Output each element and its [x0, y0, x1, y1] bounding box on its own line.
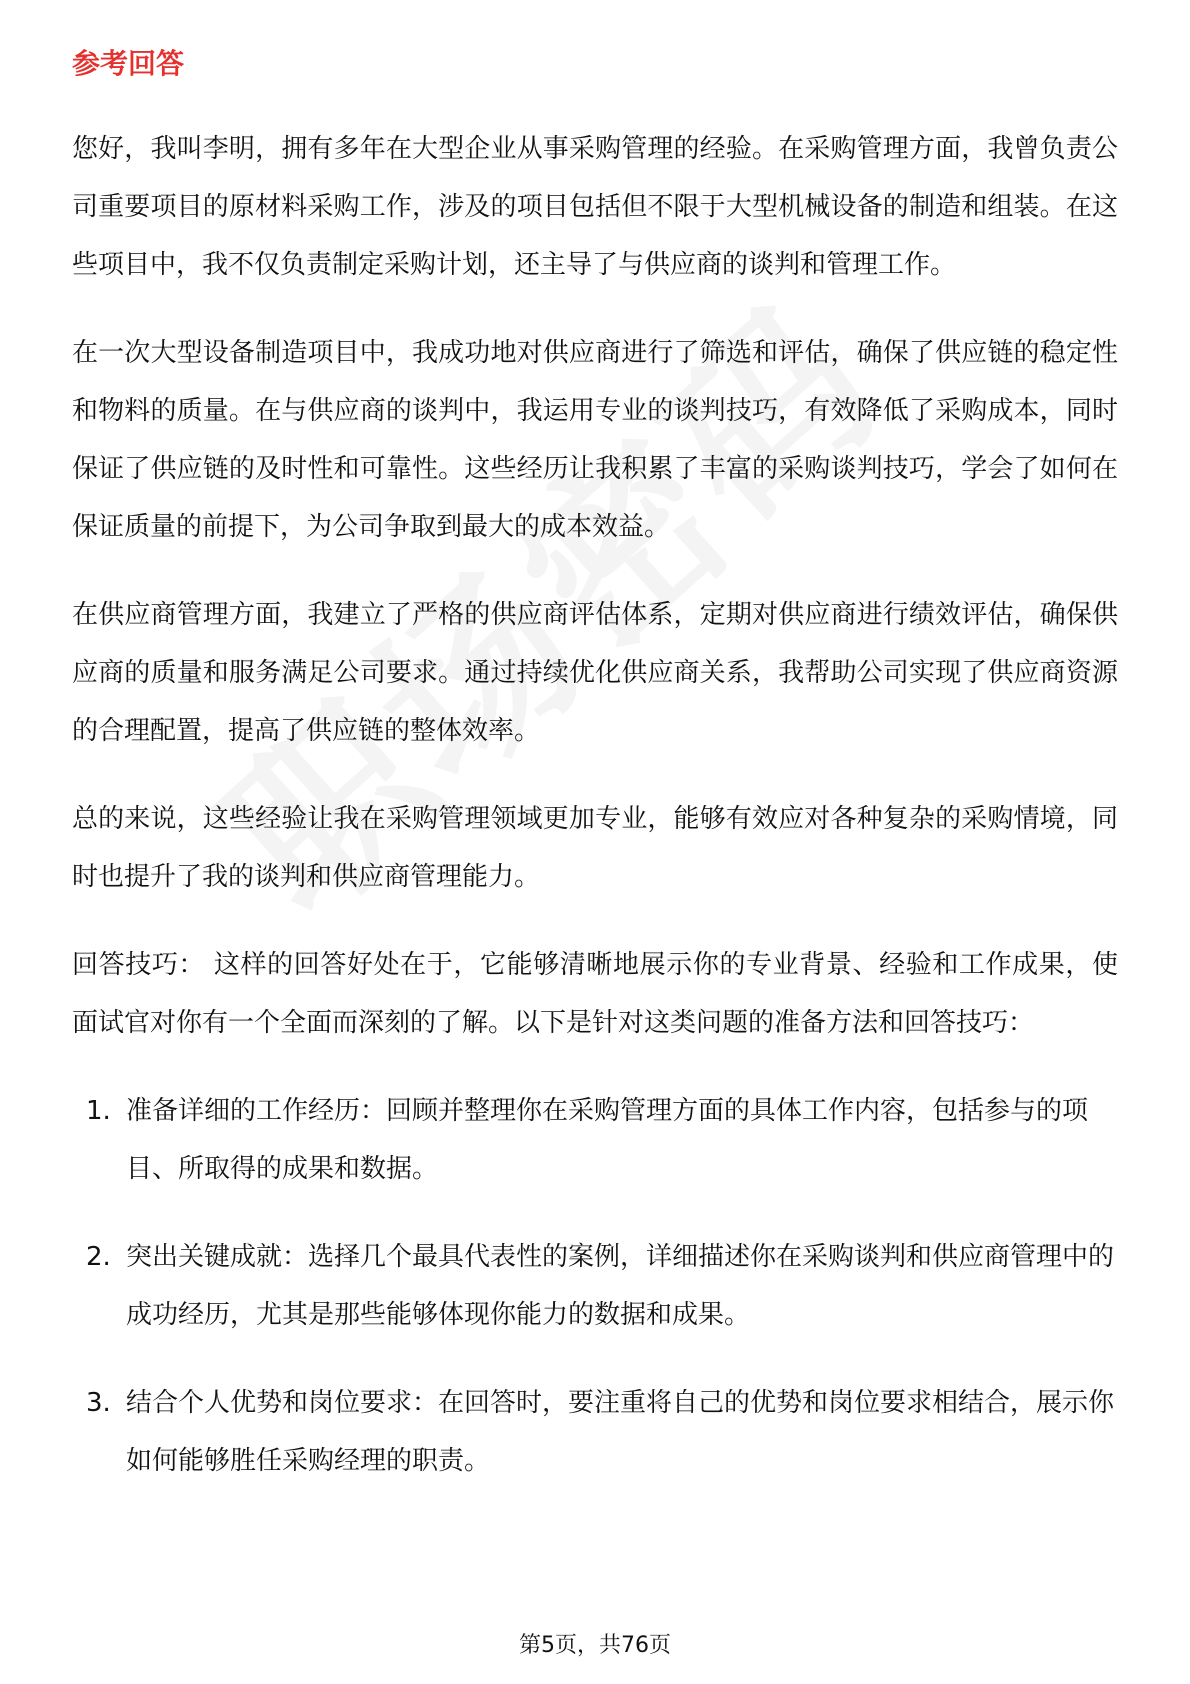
answer-paragraph-4: 总的来说，这些经验让我在采购管理领域更加专业，能够有效应对各种复杂的采购情境，同时也提升了我的谈判和供应商管理能力。 [72, 804, 1118, 892]
answer-paragraph-2: 在一次大型设备制造项目中，我成功地对供应商进行了筛选和评估，确保了供应链的稳定性和物料的质量。在与供应商的谈判中，我运用专业的谈判技巧，有效降低了采购成本，同时保证了供应链的及时性和可靠性。这些经历让我积累了丰富的采购谈判技巧，学会了如何在保证质量的前提下，为公司争取到最大的成本效益。 [72, 338, 1118, 542]
section-heading: 参考回答 [72, 47, 185, 80]
list-text: 突出关键成就：选择几个最具代表性的案例，详细描述你在采购谈判和供应商管理中的成功经历，尤其是那些能够体现你能力的数据和成果。 [126, 1242, 1115, 1330]
list-text: 结合个人优势和岗位要求：在回答时，要注重将自己的优势和岗位要求相结合，展示你如何能够胜任采购经理的职责。 [126, 1388, 1115, 1476]
list-number: 1. [86, 1096, 111, 1126]
list-number: 3. [86, 1388, 111, 1418]
page-footer: 第5页，共76页 [519, 1633, 671, 1658]
tips-list [72, 1082, 1118, 1490]
list-item [72, 1374, 1118, 1490]
list-item [72, 1082, 1118, 1198]
answer-paragraph-3: 在供应商管理方面，我建立了严格的供应商评估体系，定期对供应商进行绩效评估，确保供应商的质量和服务满足公司要求。通过持续优化供应商关系，我帮助公司实现了供应商资源的合理配置，提高了供应链的整体效率。 [72, 600, 1118, 746]
list-item [72, 1228, 1118, 1344]
list-text: 准备详细的工作经历：回顾并整理你在采购管理方面的具体工作内容，包括参与的项目、所取得的成果和数据。 [126, 1096, 1089, 1184]
answer-paragraph-1: 您好，我叫李明，拥有多年在大型企业从事采购管理的经验。在采购管理方面，我曾负责公司重要项目的原材料采购工作，涉及的项目包括但不限于大型机械设备的制造和组装。在这些项目中，我不仅负责制定采购计划，还主导了与供应商的谈判和管理工作。 [72, 134, 1118, 280]
tips-paragraph: 回答技巧： 这样的回答好处在于，它能够清晰地展示你的专业背景、经验和工作成果，使面试官对你有一个全面而深刻的了解。以下是针对这类问题的准备方法和回答技巧： [72, 950, 1118, 1038]
list-number: 2. [86, 1242, 111, 1272]
document-content [72, 44, 1118, 1520]
